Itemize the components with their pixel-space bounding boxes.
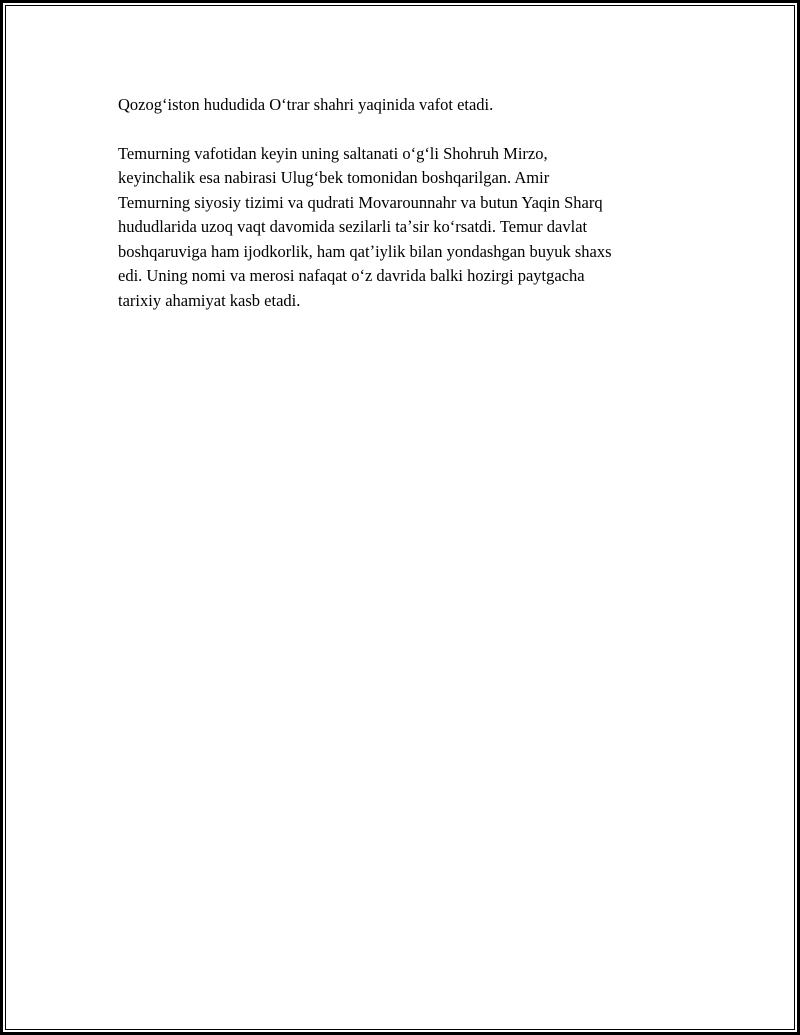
text-line: hududlarida uzoq vaqt davomida sezilarli taʼsir koʻrsatdi. Temur davlat bbox=[118, 217, 588, 236]
text-line: boshqaruviga ham ijodkorlik, ham qatʼiylik bilan yondashgan buyuk shaxs bbox=[118, 241, 612, 261]
text-line: tarixiy ahamiyat kasb etadi. bbox=[118, 290, 301, 310]
paragraph-1 bbox=[118, 93, 678, 118]
text-line: keyinchalik esa nabirasi Ulugʻbek tomonidan boshqarilgan. Amir bbox=[118, 168, 550, 187]
text-line: Qozogʻiston hududida Oʻtrar shahri yaqinida vafot etadi. bbox=[118, 95, 494, 114]
text-line: edi. Uning nomi va merosi nafaqat oʻz davrida balki hozirgi paytgacha bbox=[118, 266, 585, 285]
text-line: Temurning siyosiy tizimi va qudrati Movarounnahr va butun Yaqin Sharq bbox=[118, 192, 603, 212]
paragraph-2 bbox=[118, 142, 678, 314]
document-body bbox=[118, 93, 678, 337]
text-line: Temurning vafotidan keyin uning saltanati oʻgʻli Shohruh Mirzo, bbox=[118, 143, 548, 163]
